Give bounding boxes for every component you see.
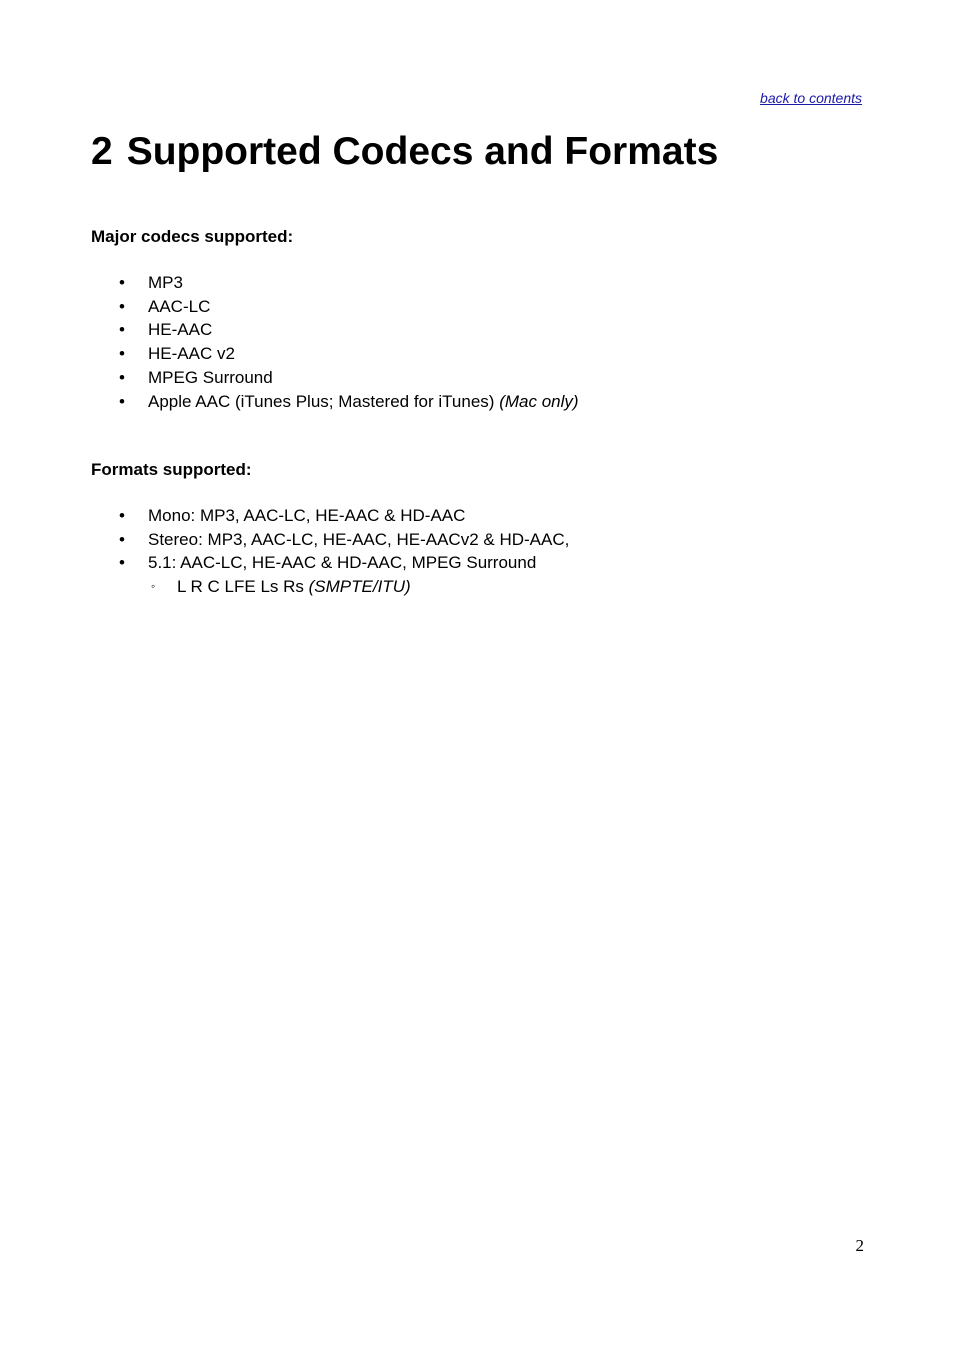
list-item-text: 5.1: AAC-LC, HE-AAC & HD-AAC, MPEG Surround <box>148 553 537 573</box>
list-item-note: (SMPTE/ITU) <box>308 577 411 597</box>
list-item <box>91 528 569 552</box>
list-item <box>91 366 579 390</box>
list-item <box>91 504 569 528</box>
page-title <box>91 128 718 176</box>
list-item <box>91 342 579 366</box>
list-item-text: MPEG Surround <box>148 367 273 387</box>
list-item-text: Apple AAC (iTunes Plus; Mastered for iTunes) <box>148 391 495 411</box>
list-item <box>91 390 579 414</box>
list-item-text: HE-AAC v2 <box>148 344 235 364</box>
list-item <box>91 271 579 295</box>
bullet: • <box>119 320 125 340</box>
bullet: • <box>119 506 125 525</box>
list-item-note: (Mac only) <box>499 391 579 411</box>
list-item-text: Mono: MP3, AAC-LC, HE-AAC & HD-AAC <box>148 506 466 525</box>
codecs-label: Major codecs supported: <box>91 227 294 246</box>
bullet: • <box>119 273 125 292</box>
bullet: • <box>119 529 125 549</box>
bullet: • <box>119 344 125 364</box>
list-item <box>91 295 579 319</box>
list-item-text: AAC-LC <box>148 296 211 316</box>
list-item-text: HE-AAC <box>148 320 213 340</box>
section-title: Supported Codecs and Formats <box>126 130 719 173</box>
formats-list <box>91 504 569 599</box>
formats-label: Formats supported: <box>91 460 252 479</box>
page-number: 2 <box>855 1236 864 1255</box>
bullet: • <box>119 367 125 387</box>
bullet: • <box>119 553 125 573</box>
section-number: 2 <box>91 130 113 173</box>
list-item <box>91 551 569 575</box>
list-item <box>91 318 579 342</box>
list-item-text: L R C LFE Ls Rs <box>177 577 304 597</box>
codecs-list <box>91 271 579 413</box>
bullet: • <box>119 391 125 411</box>
list-item-text: MP3 <box>148 273 183 292</box>
back-to-contents-link[interactable]: back to contents <box>760 90 862 106</box>
sub-bullet: ◦ <box>151 579 156 594</box>
list-item-text: Stereo: MP3, AAC-LC, HE-AAC, HE-AACv2 & HD-AAC, <box>148 529 570 549</box>
bullet: • <box>119 296 125 316</box>
sub-list-item <box>91 575 569 599</box>
